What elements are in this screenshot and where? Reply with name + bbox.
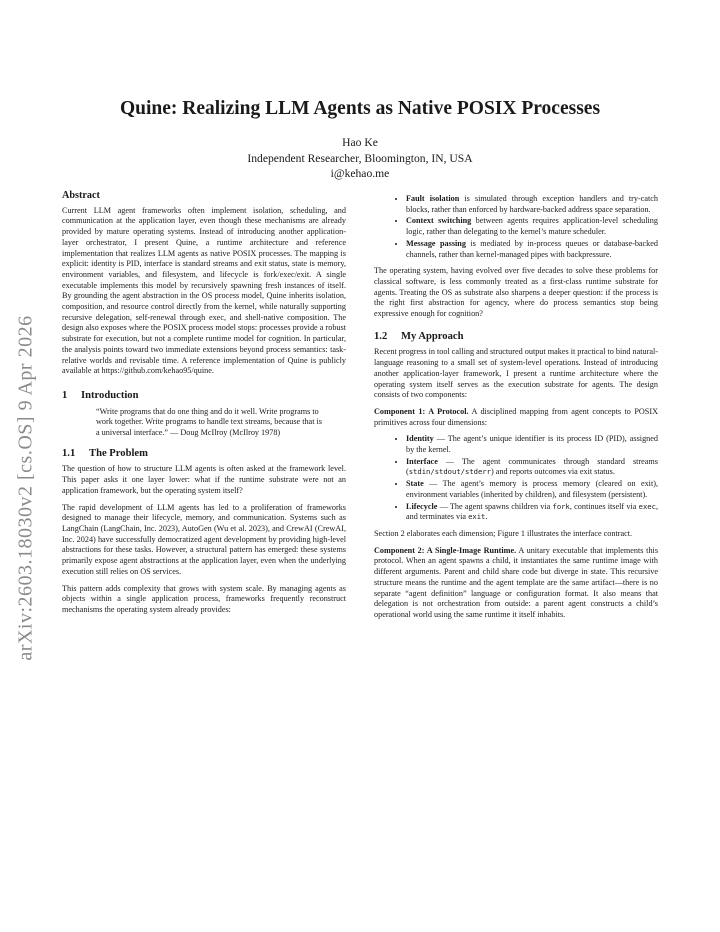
section-title: The Problem bbox=[89, 447, 148, 459]
list-item-text: is mediated by in-process queues or database-backed channels, rather than kernel-managed pipes with backpressure. bbox=[406, 238, 658, 259]
arxiv-sidebar bbox=[4, 268, 48, 708]
list-item bbox=[406, 194, 658, 215]
section-number: 1 bbox=[62, 389, 68, 401]
author-block bbox=[160, 135, 560, 182]
list-item-term: Identity bbox=[406, 434, 434, 444]
list-item bbox=[406, 502, 658, 523]
inline-code: stdin/stdout/stderr bbox=[408, 467, 491, 477]
paragraph: Recent progress in tool calling and structured output makes it practical to bind natural-language reasoning to a small set of system-level operations. Instead of introducing another application-layer framework, I present a runtime architecture where the operating system itself serves as the execution substrate for agents. The design consists of two components: bbox=[374, 347, 658, 400]
list-item-text: ) and reports outcomes via exit status. bbox=[490, 467, 615, 477]
section-title: Introduction bbox=[81, 389, 139, 401]
list-item-text: between agents requires application-level scheduling logic, rather than delegating to the kernel’s mature scheduler. bbox=[406, 216, 658, 237]
abstract-heading: Abstract bbox=[62, 190, 100, 201]
author-email: i@kehao.me bbox=[330, 167, 390, 180]
list-item bbox=[406, 434, 658, 455]
component-label: Component 1: A Protocol. bbox=[374, 406, 469, 416]
inline-code: exec bbox=[638, 501, 656, 511]
list-item-text: — The agent spawns children via bbox=[437, 501, 553, 511]
component-label: Component 2: A Single-Image Runtime. bbox=[374, 545, 517, 555]
section-heading-problem bbox=[62, 449, 346, 460]
paragraph bbox=[374, 546, 658, 621]
component-text: A disciplined mapping from agent concepts to POSIX primitives across four dimensions: bbox=[374, 406, 658, 427]
inline-code: exit bbox=[468, 512, 486, 522]
list-item-text: — The agent’s memory is process memory (cleared on exit), environment variables (inherited by children), and filesystem (persistent). bbox=[406, 479, 658, 499]
list-item-term: Interface bbox=[406, 456, 438, 466]
section-heading-approach bbox=[374, 332, 658, 343]
list-item-text: — The agent communicates through standard streams ( bbox=[406, 456, 658, 477]
list-item-term: Fault isolation bbox=[406, 194, 460, 203]
list-item bbox=[406, 239, 658, 260]
list-item-term: Lifecycle bbox=[406, 501, 438, 511]
abstract-text: Current LLM agent frameworks often implement isolation, scheduling, and communication at the application layer, even though these mechanisms are already provided by mature operating systems. Instead of introducing another application-layer orchestrator, I present Quine, a runtime architecture and reference implementation that realizes LLM agents as native POSIX processes. The mapping is explicit: identity is PID, interface is standard streams and exit status, state is memory, environment variables, and filesystem, and lifecycle is fork/exec/exit. A single executable implements this model by recursively spawning fresh instances of itself. By grounding the agent abstraction in the OS process model, Quine inherits isolation, composition, and resource control directly from the kernel, while naturally supporting recursive delegation, self-renewal through exec, and shell-native composition. The design also exposes where the POSIX process model stops: processes provide a robust substrate for execution, but not a complete runtime model for cognition. In particular, the analysis points toward two immediate extensions beyond process semantics: task-relative worlds and revisable time. A reference implementation of Quine is publicly available at https://github.com/kehao95/quine. bbox=[62, 205, 346, 376]
list-item-text: , continues itself via bbox=[569, 501, 639, 511]
section-number: 1.1 bbox=[62, 447, 76, 459]
list-item bbox=[406, 216, 658, 237]
list-item-term: Message passing bbox=[406, 238, 466, 248]
inline-code: fork bbox=[552, 501, 570, 511]
author-name: Hao Ke bbox=[342, 136, 378, 149]
list-item-text: — The agent’s unique identifier is its process ID (PID), assigned by the kernel. bbox=[406, 434, 658, 455]
paragraph: The rapid development of LLM agents has led to a proliferation of frameworks designed to manage their lifecycle, memory, and communication. Systems such as LangChain (LangChain, Inc. 2023), AutoGen (Wu et al. 2023), and CrewAI (CrewAI, Inc. 2024) have successfully democratized agent development by providing high-level abstractions for these tasks. However, a structural pattern has emerged: these systems primarily expose agent abstractions at the application layer, even when the underlying execution still relies on OS services. bbox=[62, 502, 346, 576]
left-column bbox=[62, 191, 346, 622]
list-item bbox=[406, 457, 658, 478]
list-item-text: , and terminates via bbox=[406, 501, 658, 522]
component-text: A unitary executable that implements this protocol. When an agent spawns a child, it instantiates the same runtime image with different arguments. Parent and child share code but diverge in state. This recursive structure means the runtime and the agent template are the same artifact—there is no separate “agent definition” language or configuration format. It also means that delegation is not orchestration from outside: a parent agent constructs a child’s operational world using the same runtime it itself inhabits. bbox=[374, 545, 659, 619]
right-column bbox=[374, 194, 658, 627]
paragraph: This pattern adds complexity that grows with system scale. By managing agents as objects within a single application process, frameworks frequently reconstruct mechanisms the operating system already provides: bbox=[62, 583, 346, 614]
paper-title: Quine: Realizing LLM Agents as Native POSIX Processes bbox=[119, 98, 601, 119]
section-heading-introduction bbox=[62, 391, 346, 402]
paragraph: The operating system, having evolved over five decades to solve these problems for classical software, is less commonly treated as a first-class runtime substrate for agents. Treating the OS as substrate also sharpens a deeper question: if the process is the right first abstraction for agency, where do process semantics stop being expressive enough for cognition? bbox=[374, 266, 658, 319]
list-item-term: State bbox=[406, 479, 424, 489]
paragraph: The question of how to structure LLM agents is often asked at the framework level. This paper asks it one layer lower: what if the runtime substrate were not an application framework, but the operating system itself? bbox=[62, 464, 346, 495]
section-number: 1.2 bbox=[374, 330, 388, 342]
paragraph bbox=[374, 407, 658, 428]
list-item-text: . bbox=[485, 512, 488, 522]
arxiv-identifier: arXiv:2603.18030v2 [cs.OS] 9 Apr 2026 bbox=[14, 315, 37, 661]
section-title: My Approach bbox=[401, 330, 464, 342]
list-item bbox=[406, 479, 658, 500]
epigraph-quote: “Write programs that do one thing and do it well. Write programs to work together. Write programs to handle text streams, because that is a universal interface.” — Doug McIlroy (McIlroy 1978) bbox=[96, 406, 322, 438]
list-item-term: Context switching bbox=[406, 216, 472, 226]
bullet-list-framework-issues bbox=[374, 194, 658, 260]
bullet-list-protocol bbox=[374, 434, 658, 523]
author-affiliation: Independent Researcher, Bloomington, IN, USA bbox=[247, 151, 473, 165]
list-item-text: is simulated through exception handlers and try-catch blocks, rather than enforced by hardware-backed address space separation. bbox=[406, 194, 658, 214]
paragraph: Section 2 elaborates each dimension; Figure 1 illustrates the interface contract. bbox=[374, 528, 633, 538]
